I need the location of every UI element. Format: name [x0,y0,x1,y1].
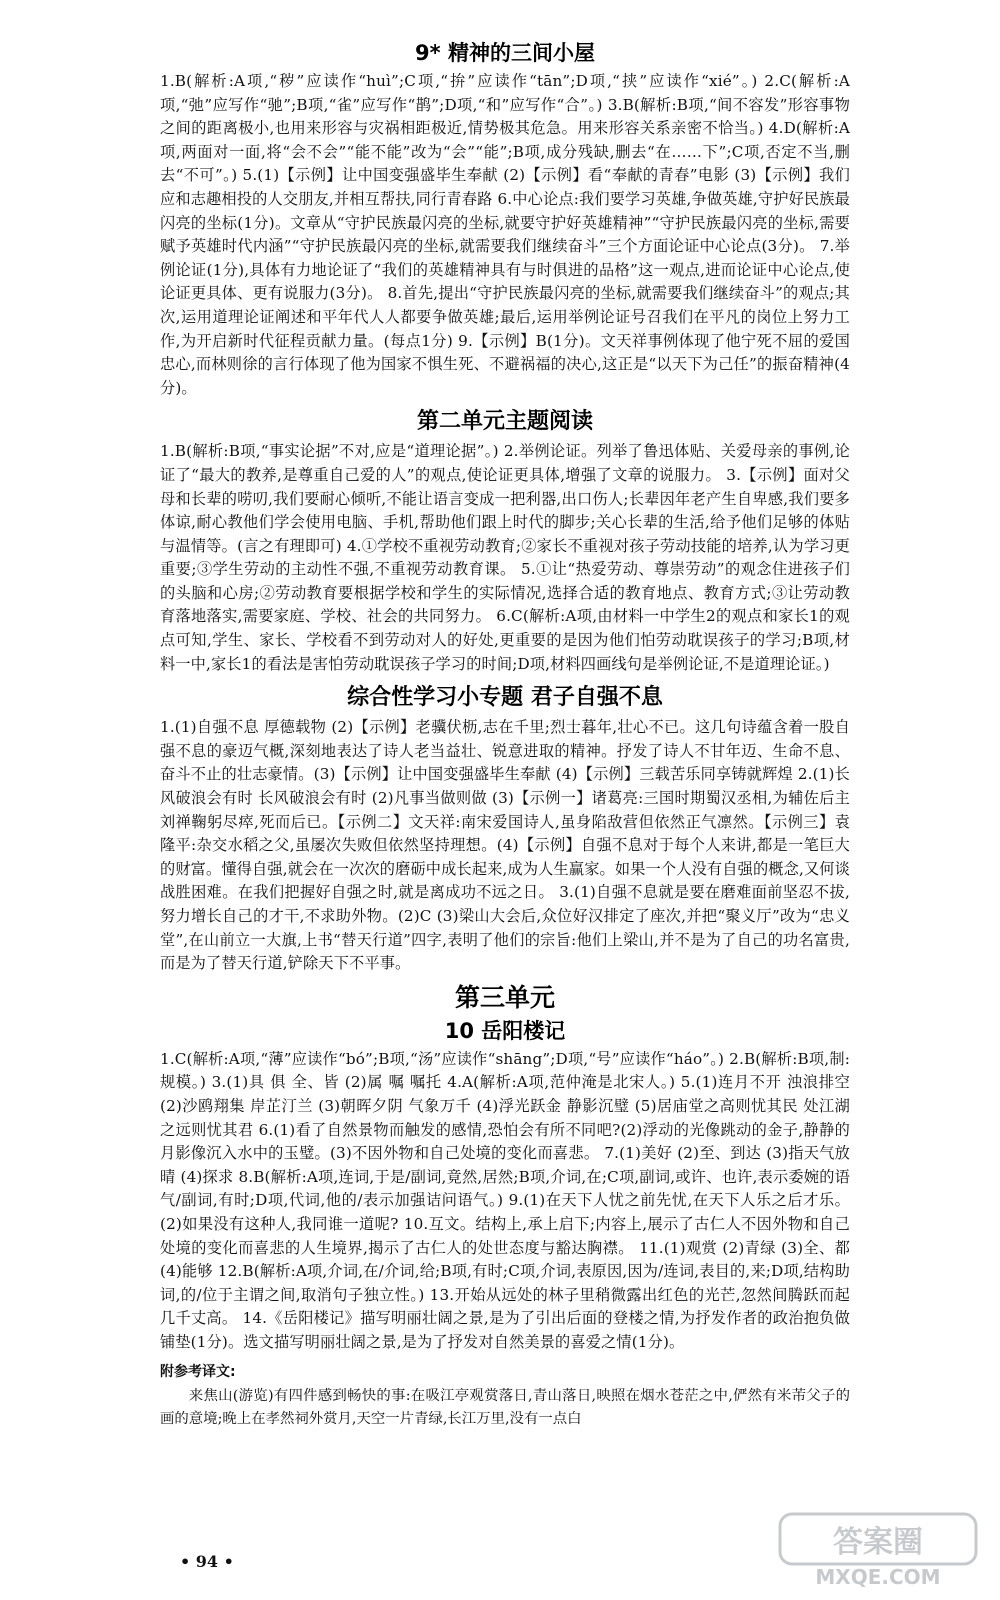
lesson-9-title: 9* 精神的三间小屋 [415,41,595,65]
answer-page [160,38,850,1431]
lesson-10-title: 10 岳阳楼记 [444,1018,566,1043]
unit-3-title: 第三单元 [454,982,555,1012]
page-number: • 94 • [180,1552,234,1571]
unit-2-reading-title: 第二单元主题阅读 [416,409,593,435]
unit-2-reading-answers: 1.B(解析:B项,“事实论据”不对,应是“道理论据”。) 2.举例论证。列举了鲁迅体贴、关爱母亲的事例,论证了“最大的教养,是尊重自己爱的人”的观点,使论证更具体,增强了文章的说服力。 3.【示例】面对父母和长辈的唠叨,我们要耐心倾听,不能让语言变成一把利器,出口伤人;长辈因年老产生自卑感,我们要多体谅,耐心教他们学会使用电脑、手机,帮助他们跟上时代的脚步;关心长辈的生活,给予他们足够的体贴与温情等。(言之有理即可) 4.①学校不重视劳动教育;②家长不重视对孩子劳动技能的培养,认为学习更重要;③学生劳动的主动性不强,不重视劳动教育课。 5.①让“热爱劳动、尊崇劳动”的观念住进孩子们的头脑和心房;②劳动教育要根据学校和学生的实际情况,选择合适的教育地点、教育方式;③让劳动教育落地落实,需要家庭、学校、社会的共同努力。 6.C(解析:A项,由材料一中学生2的观点和家长1的观点可知,学生、家长、学校看不到劳动对人的好处,更重要的是因为他们怕劳动耽误孩子的学习;B项,材料一中,家长1的看法是害怕劳动耽误孩子学习的时间;D项,材料四画线句是举例论证,不是道理论证。) [160,442,850,673]
lesson-10-answers: 1.C(解析:A项,“薄”应读作“bó”;B项,“汤”应读作“shāng”;D项,“号”应读作“háo”。) 2.B(解析:B项,制:规模。) 3.(1)具 俱 全、皆 (2)属 嘱 嘱托 4.A(解析:A项,范仲淹是北宋人。) 5.(1)连月不开 浊浪排空 (2)沙鸥翔集 岸芷汀兰 (3)朝晖夕阴 气象万千 (4)浮光跃金 静影沉璧 (5)居庙堂之高则忧其民 处江湖之远则忧其君 6.(1)看了自然景物而触发的感情,恐怕会有所不同吧?(2)浮动的光像跳动的金子,静静的月影像沉入水中的玉璧。(3)不因外物和自己处境的变化而喜悲。 7.(1)美好 (2)至、到达 (3)指天气放晴 (4)探求 8.B(解析:A项,连词,于是/副词,竟然,居然;B项,介词,在;C项,副词,或许、也许,表示委婉的语气/副词,有时;D项,代词,他的/表示加强诘问语气。) 9.(1)在天下人忧之前先忧,在天下人乐之后才乐。(2)如果没有这种人,我同谁一道呢? 10.互文。结构上,承上启下;内容上,展示了古仁人不因外物和自己处境的变化而喜悲的人生境界,揭示了古仁人的处世态度与豁达胸襟。 11.(1)观赏 (2)青绿 (3)全、都 (4)能够 12.B(解析:A项,介词,在/介词,给;B项,有时;C项,介词,表原因,因为/连词,表目的,来;D项,结构助词,的/位于主谓之间,取消句子独立性。) 13.开始从远处的林子里稍微露出红色的光芒,忽然间腾跃而起几千丈高。 14.《岳阳楼记》描写明丽壮阔之景,是为了引出后面的登楼之情,为抒发作者的政治抱负做铺垫(1分)。选文描写明丽壮阔之景,是为了抒发对自然美景的喜爱之情(1分)。 [160,1049,850,1351]
svg-text:答案圈: 答案圈 [833,1525,923,1560]
watermark-logo [778,1510,978,1590]
topic-answers: 1.(1)自强不息 厚德载物 (2)【示例】老骥伏枥,志在千里;烈士暮年,壮心不已。这几句诗蕴含着一股自强不息的豪迈气概,深刻地表达了诗人老当益壮、锐意进取的精神。抒发了诗人不甘年迈、生命不息、奋斗不止的壮志豪情。(3)【示例】让中国变强盛毕生奉献 (4)【示例】三载苦乐同享铸就辉煌 2.(1)长风破浪会有时 长风破浪会有时 (2)凡事当做则做 (3)【示例一】诸葛亮:三国时期蜀汉丞相,为辅佐后主刘禅鞠躬尽瘁,死而后已。【示例二】文天祥:南宋爱国诗人,虽身陷敌营但依然正气凛然。【示例三】袁隆平:杂交水稻之父,虽屡次失败但依然坚持理想。(4)【示例】自强不息对于每个人来讲,都是一笔巨大的财富。懂得自强,就会在一次次的磨砺中成长起来,成为人生赢家。如果一个人没有自强的概念,又何谈战胜困难。在我们把握好自强之时,就是离成功不远之日。 3.(1)自强不息就是要在磨难面前坚忍不拔,努力增长自己的才干,不求助外物。(2)C (3)梁山大会后,众位好汉排定了座次,并把“聚义厅”改为“忠义堂”,在山前立一大旗,上书“替天行道”四字,表明了他们的宗旨:他们上梁山,并不是为了自己的功名富贵,而是为了替天行道,铲除天下不平事。 [160,718,850,973]
svg-text:MXQE.COM: MXQE.COM [815,1565,941,1589]
lesson-9-answers: 1.B(解析:A项,“秽”应读作“huì”;C项,“拚”应读作“tān”;D项,“挟”应读作“xié”。) 2.C(解析:A项,“弛”应写作“驰”;B项,“雀”应写作“鹊”;D项,“和”应写作“合”。) 3.B(解析:B项,“间不容发”形容事物之间的距离极小,也用来形容与灾祸相距极近,情势极其危急。用来形容关系亲密不恰当。) 4.D(解析:A项,两面对一面,将“会不会”“能不能”改为“会”“能”;B项,成分残缺,删去“在……下”;C项,否定不当,删去“不可”。) 5.(1)【示例】让中国变强盛毕生奉献 (2)【示例】看“奉献的青春”电影 (3)【示例】我们应和志趣相投的人交朋友,并相互帮扶,同行青春路 6.中心论点:我们要学习英雄,争做英雄,守护好民族最闪亮的坐标(1分)。文章从“守护民族最闪亮的坐标,就要守护好英雄精神”“守护民族最闪亮的坐标,需要赋予英雄时代内涵”“守护民族最闪亮的坐标,就需要我们继续奋斗”三个方面论证中心论点(3分)。 7.举例论证(1分),具体有力地论证了“我们的英雄精神具有与时俱进的品格”这一观点,进而论证中心论点,使论证更具体、更有说服力(3分)。 8.首先,提出“守护民族最闪亮的坐标,就需要我们继续奋斗”的观点;其次,运用道理论证阐述和平年代人人都要争做英雄;最后,运用举例论证号召我们在平凡的岗位上努力工作,为开启新时代征程贡献力量。(每点1分) 9.【示例】B(1分)。文天祥事例体现了他宁死不屈的爱国忠心,而林则徐的言行体现了他为国家不惧生死、不避祸福的决心,这正是“以天下为己任”的振奋精神(4分)。 [160,72,850,397]
topic-title: 综合性学习小专题 君子自强不息 [347,685,663,711]
appendix-translation: 来焦山(游览)有四件感到畅快的事:在吸江亭观赏落日,青山落日,映照在烟水苍茫之中,俨然有米芾父子的画的意境;晚上在孝然祠外赏月,天空一片青绿,长江万里,没有一点白 [160,1387,850,1427]
appendix-label: 附参考译文: [160,1363,236,1380]
